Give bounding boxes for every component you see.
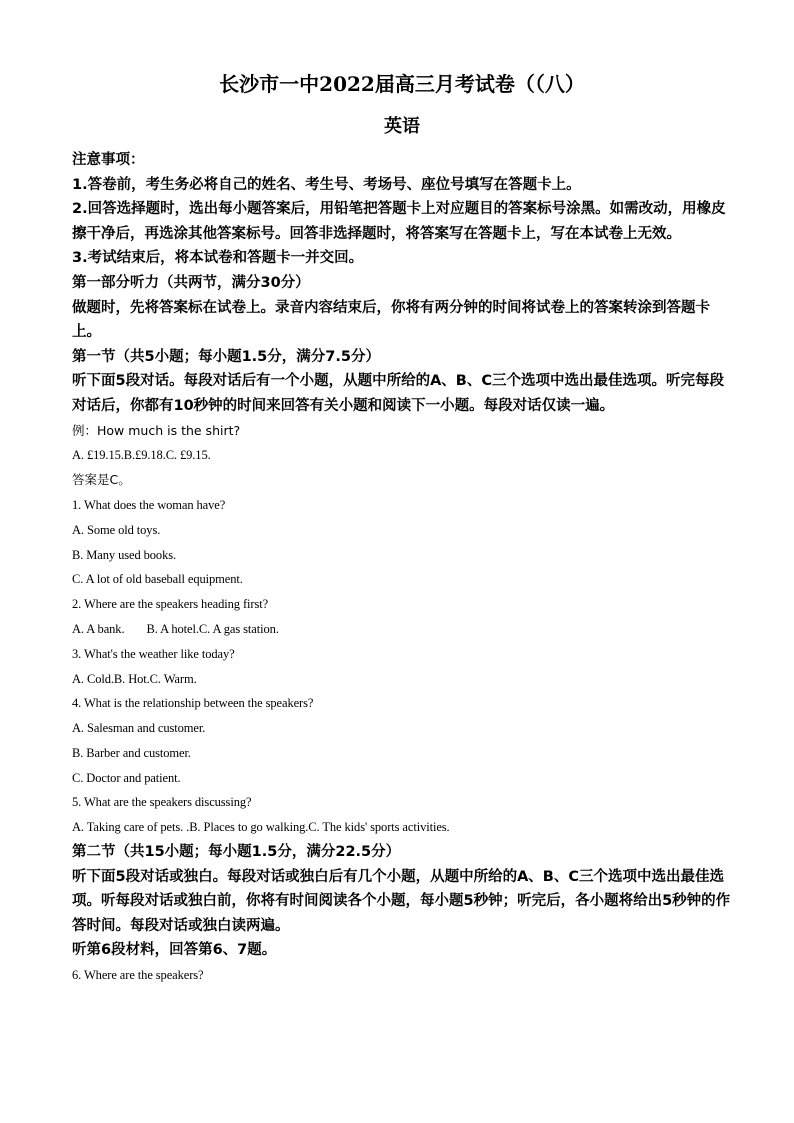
exam-title: 长沙市一中2022届高三月考试卷（（八） (219, 72, 585, 96)
material-6-heading: 听第6段材料，回答第6、7题。 (72, 942, 277, 959)
part1-instruction: 做题时，先将答案标在试卷上。录音内容结束后，你将有两分钟的时间将试卷上的答案转涂到答题卡上。 (72, 299, 710, 341)
question-4: 4. What is the relationship between the speakers? (72, 696, 314, 711)
notice-heading: 注意事项： (72, 152, 145, 168)
question-1: 1. What does the woman have? (72, 497, 226, 512)
question-4-option-b: B. Barber and customer. (72, 745, 191, 760)
question-2-option-bc: B. A hotel.C. A gas station. (146, 621, 279, 636)
question-1-option-a: A. Some old toys. (72, 522, 161, 537)
notice-item-1: 1.答卷前，考生务必将自己的姓名、考生号、考场号、座位号填写在答题卡上。 (72, 176, 581, 193)
part1-heading: 第一部分听力（共两节，满分30分） (72, 274, 310, 291)
question-3: 3. What's the weather like today? (72, 646, 235, 661)
question-2-option-a: A. A bank. (72, 621, 125, 636)
question-4-option-c: C. Doctor and patient. (72, 770, 181, 785)
example-question: 例：How much is the shirt? (72, 422, 241, 438)
exam-subject: 英语 (384, 116, 420, 137)
question-5: 5. What are the speakers discussing? (72, 795, 252, 810)
question-5-options: A. Taking care of pets. .B. Places to go walking.C. The kids' sports activities. (72, 820, 450, 835)
question-1-option-b: B. Many used books. (72, 547, 177, 562)
example-options: A. £19.15.B.£9.18.C. £9.15. (72, 448, 211, 463)
question-3-options: A. Cold.B. Hot.C. Warm. (72, 671, 197, 686)
question-6: 6. Where are the speakers? (72, 968, 204, 983)
notice-item-3: 3.考试结束后，将本试卷和答题卡一并交回。 (72, 250, 364, 267)
section2-instruction: 听下面5段对话或独白。每段对话或独白后有几个小题，从题中所给的A、B、C三个选项中选出最佳选项。听每段对话或独白前，你将有时间阅读各个小题，每小题5秒钟；听完后，各小题将给出5秒钟的作答时间。每段对话或独白读两遍。 (72, 868, 731, 934)
question-4-option-a: A. Salesman and customer. (72, 721, 206, 736)
question-1-option-c: C. A lot of old baseball equipment. (72, 572, 243, 587)
example-answer: 答案是C。 (72, 472, 131, 488)
section1-heading: 第一节（共5小题；每小题1.5分，满分7.5分） (72, 348, 380, 365)
question-2: 2. Where are the speakers heading first? (72, 597, 269, 612)
exam-page (72, 70, 732, 988)
notice-item-2: 2.回答选择题时，选出每小题答案后，用铅笔把答题卡上对应题目的答案标号涂黑。如需改动，用橡皮擦干净后，再选涂其他答案标号。回答非选择题时，将答案写在答题卡上，写在本试卷上无效。 (72, 201, 726, 242)
section2-heading: 第二节（共15小题；每小题1.5分，满分22.5分） (72, 844, 401, 861)
section1-instruction: 听下面5段对话。每段对话后有一个小题，从题中所给的A、B、C三个选项中选出最佳选项。听完每段对话后，你都有10秒钟的时间来回答有关小题和阅读下一小题。每段对话仅读一遍。 (72, 373, 725, 414)
question-2-options (72, 617, 732, 642)
